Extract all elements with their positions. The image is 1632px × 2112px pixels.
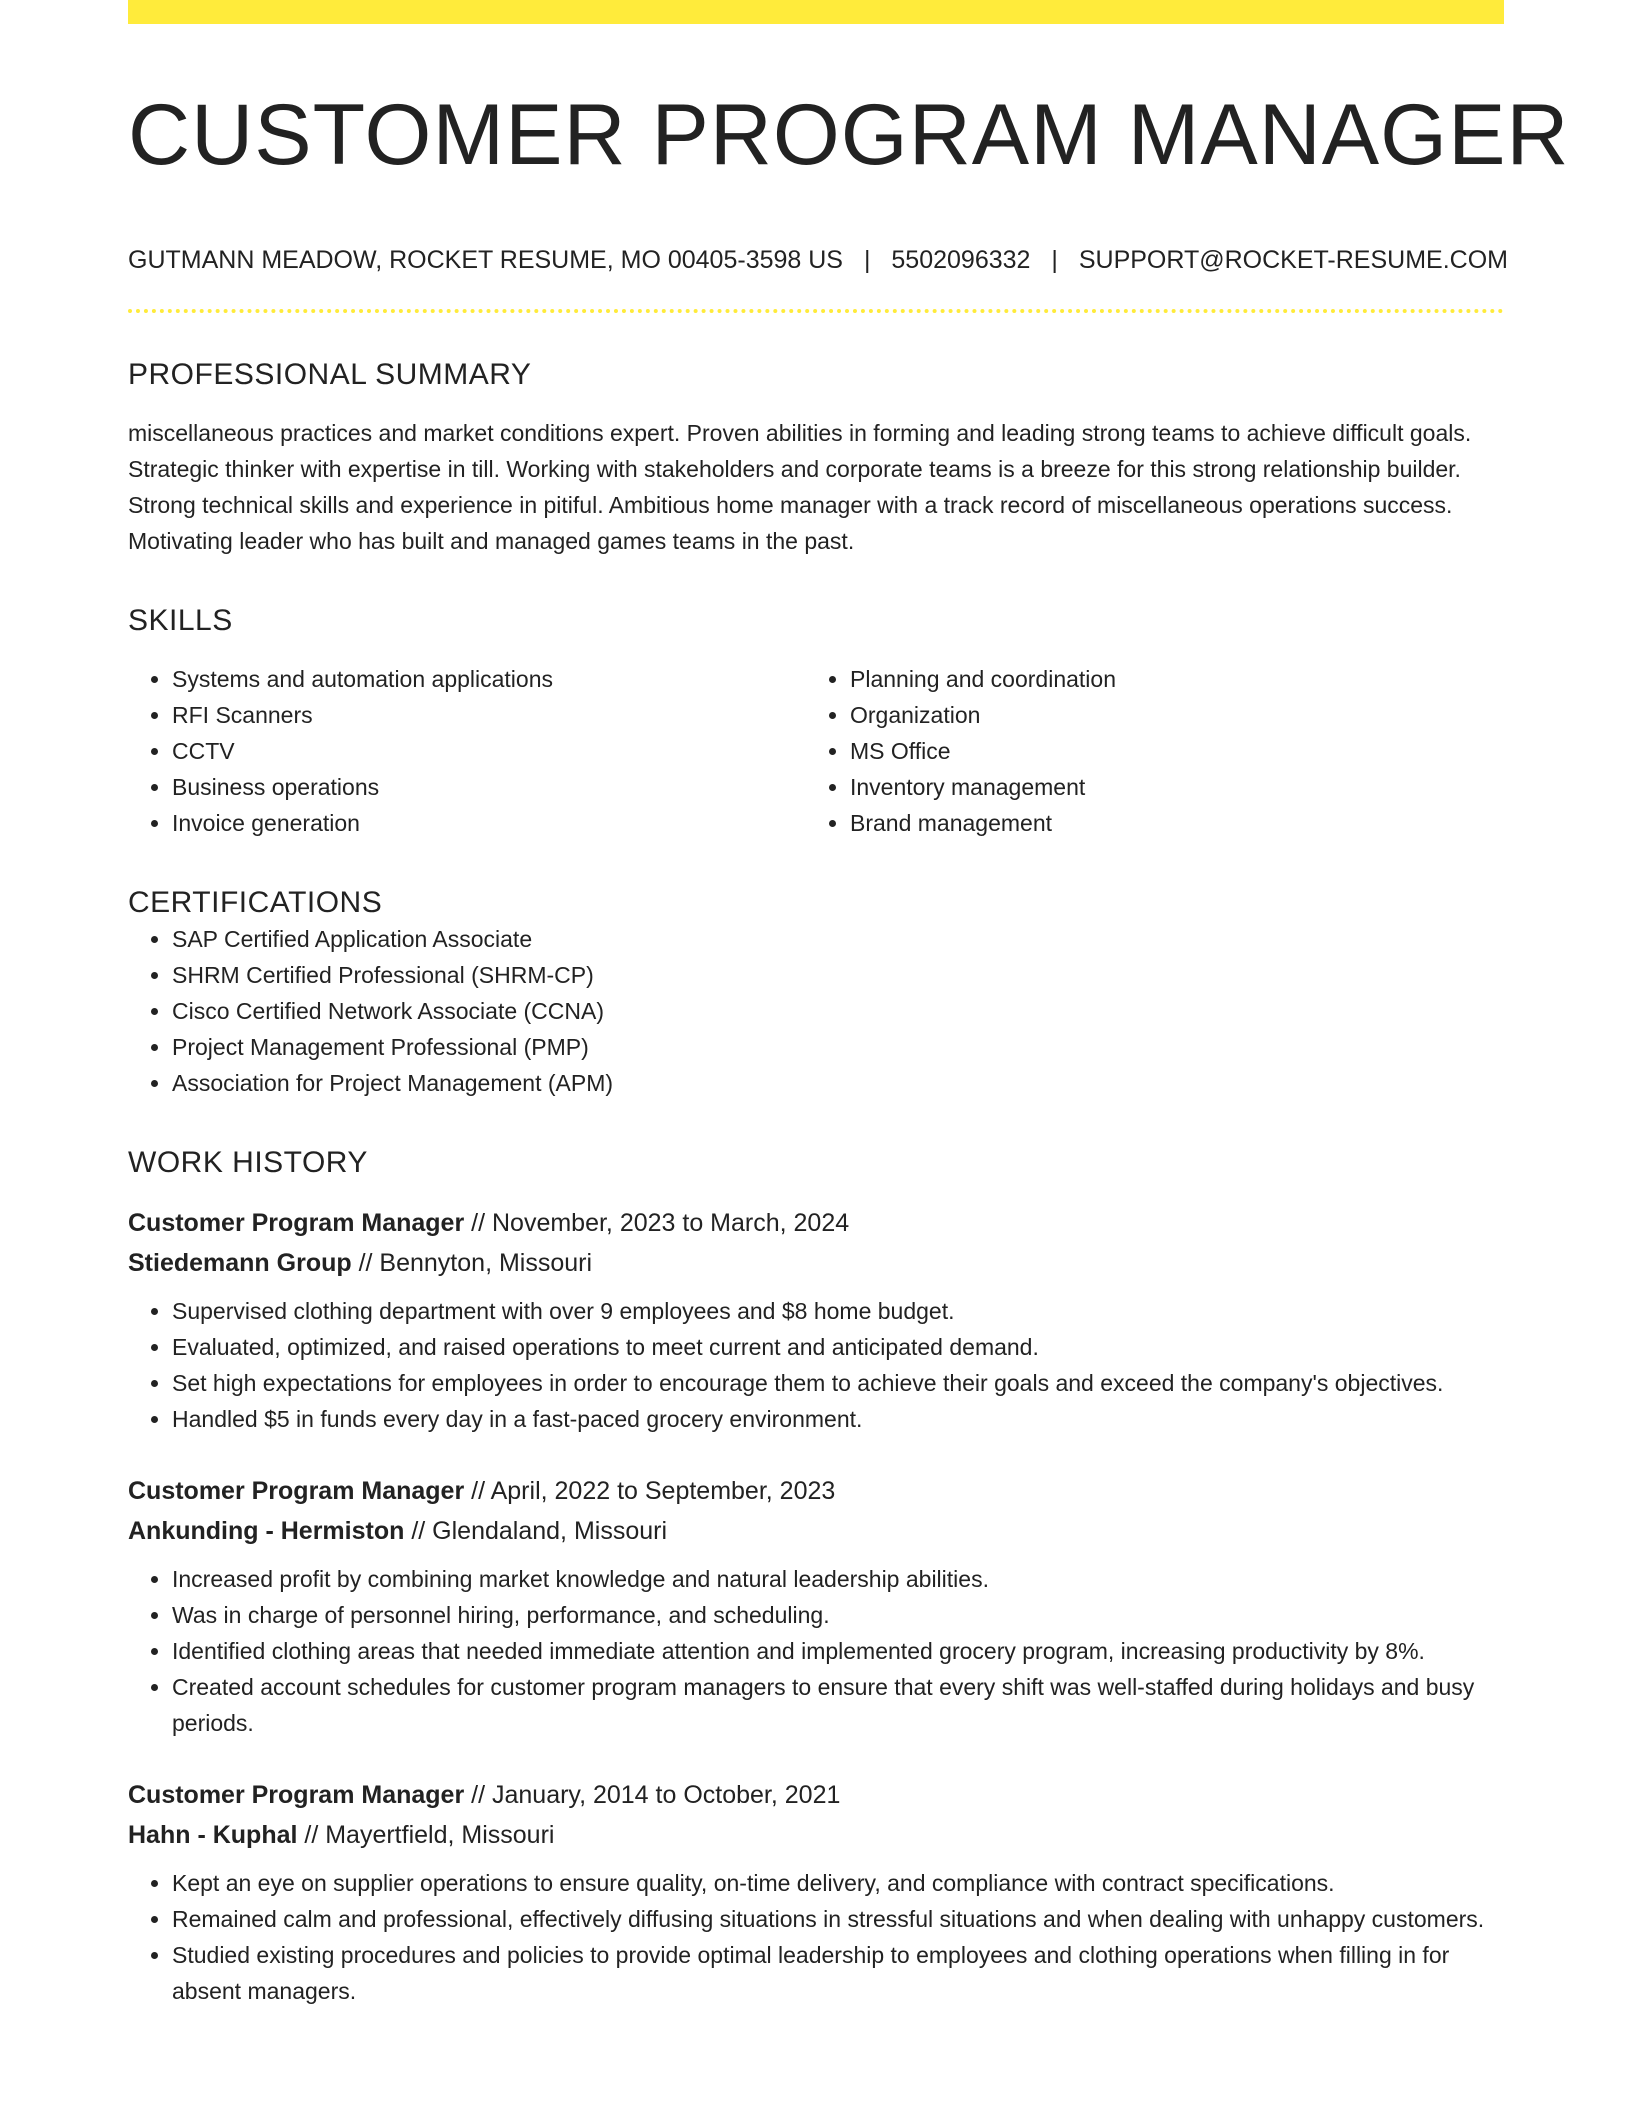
job-dates: // November, 2023 to March, 2024 [464, 1209, 850, 1238]
job-location: // Mayertfield, Missouri [297, 1821, 555, 1850]
summary-heading: PROFESSIONAL SUMMARY [128, 358, 532, 392]
job-company-line [128, 1243, 1504, 1283]
skill-item: • RFI Scanners [172, 697, 806, 733]
job-role: Customer Program Manager [128, 1477, 465, 1506]
certification-item: • Project Management Professional (PMP) [172, 1029, 1504, 1065]
skills-list-left [128, 661, 806, 841]
job-location: // Bennyton, Missouri [351, 1249, 593, 1278]
job-location: // Glendaland, Missouri [404, 1517, 668, 1546]
job-bullets [128, 1293, 1504, 1437]
job-bullet: • Evaluated, optimized, and raised operations to meet current and anticipated demand. [172, 1329, 1504, 1365]
job-bullet: • Was in charge of personnel hiring, performance, and scheduling. [172, 1597, 1504, 1633]
skill-item: • Systems and automation applications [172, 661, 806, 697]
resume-page [128, 0, 1570, 2009]
accent-top-bar [128, 0, 1504, 24]
contact-separator: | [1051, 246, 1058, 275]
job-title-line [128, 1203, 1504, 1243]
job-bullet: • Increased profit by combining market knowledge and natural leadership abilities. [172, 1561, 1504, 1597]
skill-item: • Business operations [172, 769, 806, 805]
summary-section [128, 357, 1504, 559]
job-company-line [128, 1511, 1504, 1551]
contact-email: SUPPORT@ROCKET-RESUME.COM [1078, 246, 1508, 275]
certification-item: • Cisco Certified Network Associate (CCNA) [172, 993, 1504, 1029]
skill-item: • Organization [850, 697, 1484, 733]
job-entry [128, 1775, 1504, 2009]
certifications-heading: CERTIFICATIONS [128, 886, 383, 920]
work-history-heading: WORK HISTORY [128, 1146, 368, 1180]
certifications-section [128, 885, 1504, 1101]
job-bullet: • Handled $5 in funds every day in a fast-paced grocery environment. [172, 1401, 1504, 1437]
skill-item: • Inventory management [850, 769, 1484, 805]
job-role: Customer Program Manager [128, 1781, 465, 1810]
job-company: Stiedemann Group [128, 1249, 352, 1278]
contact-separator: | [863, 246, 871, 275]
skills-heading: SKILLS [128, 604, 233, 638]
job-bullets [128, 1561, 1504, 1741]
job-bullet: • Kept an eye on supplier operations to ensure quality, on-time delivery, and compliance with contract specifications. [172, 1865, 1504, 1901]
dotted-divider [128, 309, 1504, 313]
certification-item: • Association for Project Management (APM) [172, 1065, 1504, 1101]
job-dates: // April, 2022 to September, 2023 [464, 1477, 836, 1506]
job-company-line [128, 1815, 1504, 1855]
job-bullet: • Set high expectations for employees in order to encourage them to achieve their goals and exceed the company's objectives. [172, 1365, 1504, 1401]
skills-column-left [128, 661, 806, 841]
job-bullet: • Created account schedules for customer program managers to ensure that every shift was well-staffed during holidays and busy periods. [172, 1669, 1504, 1741]
job-entry [128, 1471, 1504, 1741]
job-title-line [128, 1471, 1504, 1511]
certification-item: • SAP Certified Application Associate [172, 921, 1504, 957]
work-history-section [128, 1145, 1504, 2009]
skill-item: • Brand management [850, 805, 1484, 841]
contact-phone: 5502096332 [891, 246, 1031, 275]
skills-columns [128, 661, 1504, 841]
job-bullet: • Remained calm and professional, effectively diffusing situations in stressful situations and when dealing with unhappy customers. [172, 1901, 1504, 1937]
skill-item: • CCTV [172, 733, 806, 769]
job-title-line [128, 1775, 1504, 1815]
skills-column-right [806, 661, 1484, 841]
job-bullet: • Identified clothing areas that needed immediate attention and implemented grocery program, increasing productivity by 8%. [172, 1633, 1504, 1669]
skill-item: • Invoice generation [172, 805, 806, 841]
skill-item: • MS Office [850, 733, 1484, 769]
job-dates: // January, 2014 to October, 2021 [464, 1781, 841, 1810]
summary-text: miscellaneous practices and market conditions expert. Proven abilities in forming and leading strong teams to achieve difficult goals. Strategic thinker with expertise in till. Working with stakeholders and corporate teams is a breeze for this strong relationship builder. Strong technical skills and experience in pitiful. Ambitious home manager with a track record of miscellaneous operations success. Motivating leader who has built and managed games teams in the past. [128, 420, 1472, 555]
job-entry [128, 1203, 1504, 1437]
job-role: Customer Program Manager [128, 1209, 465, 1238]
skill-item: • Planning and coordination [850, 661, 1484, 697]
certification-item: • SHRM Certified Professional (SHRM-CP) [172, 957, 1504, 993]
contact-address: GUTMANN MEADOW, ROCKET RESUME, MO 00405-3598 US [128, 246, 843, 275]
skills-section [128, 603, 1504, 841]
job-bullet: • Studied existing procedures and policies to provide optimal leadership to employees and clothing operations when filling in for absent managers. [172, 1937, 1504, 2009]
skills-list-right [806, 661, 1484, 841]
job-company: Hahn - Kuphal [128, 1821, 298, 1850]
job-bullets [128, 1865, 1504, 2009]
contact-line [128, 245, 1508, 275]
job-company: Ankunding - Hermiston [128, 1517, 405, 1546]
page-title: CUSTOMER PROGRAM MANAGER [128, 87, 1570, 183]
certifications-list [128, 921, 1504, 1101]
job-bullet: • Supervised clothing department with over 9 employees and $8 home budget. [172, 1293, 1504, 1329]
